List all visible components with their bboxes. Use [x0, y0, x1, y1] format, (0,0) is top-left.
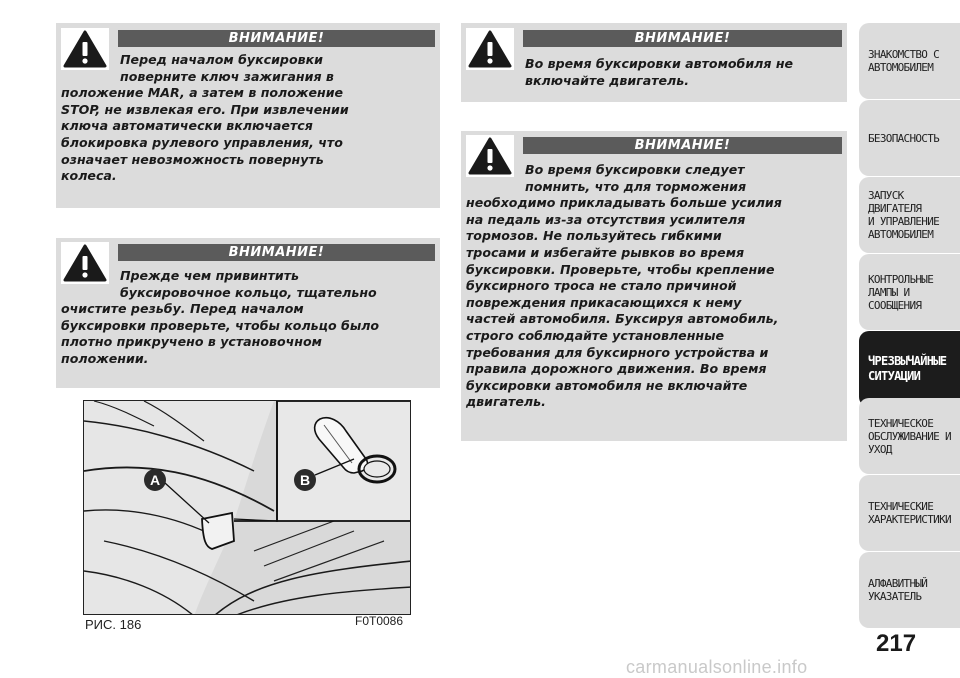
- warning-line: положении.: [61, 350, 149, 366]
- tab-warning-lights[interactable]: КОНТРОЛЬНЫЕ ЛАМПЫ И СООБЩЕНИЯ: [859, 254, 960, 330]
- warning-line: помнить, что для торможения: [525, 178, 747, 194]
- tab-starting-driving[interactable]: ЗАПУСК ДВИГАТЕЛЯ И УПРАВЛЕНИЕ АВТОМОБИЛЕМ: [859, 177, 960, 253]
- warning-line: Во время буксировки следует: [525, 162, 745, 177]
- warning-line: повреждения прикасающихся к нему: [466, 294, 742, 310]
- warning-line: строго соблюдайте установленные: [466, 327, 725, 343]
- label-a-text: A: [149, 472, 161, 488]
- tab-safety[interactable]: БЕЗОПАСНОСТЬ: [859, 100, 960, 176]
- warning-text-1: [61, 52, 437, 185]
- warning-text-3: [466, 56, 844, 89]
- watermark: carmanualsonline.info: [626, 657, 808, 677]
- warning-header-4: ВНИМАНИЕ!: [523, 137, 842, 154]
- section-tabs: [859, 0, 960, 678]
- warning-text-2: [61, 268, 437, 368]
- towing-ring-figure: [83, 400, 411, 615]
- warning-line: поверните ключ зажигания в: [120, 68, 334, 84]
- label-b-text: B: [299, 472, 311, 488]
- warning-line: требования для буксирного устройства и: [466, 344, 769, 360]
- warning-line: Во время буксировки автомобиля не: [525, 56, 794, 71]
- warning-line: буксировки. Проверьте, чтобы крепление: [466, 261, 775, 277]
- figure-caption: РИС. 186: [85, 617, 142, 632]
- warning-line: буксировочное кольцо, тщательно: [120, 284, 377, 300]
- tab-maintenance[interactable]: ТЕХНИЧЕСКОЕ ОБСЛУЖИВАНИЕ И УХОД: [859, 398, 960, 474]
- warning-header-1: ВНИМАНИЕ!: [118, 30, 435, 47]
- warning-line: необходимо прикладывать больше усилия: [466, 195, 782, 211]
- warning-line: включайте двигатель.: [525, 72, 690, 88]
- warning-line: буксировки проверьте, чтобы кольцо было: [61, 317, 380, 333]
- warning-line: тормозов. Не пользуйтесь гибкими: [466, 228, 722, 244]
- warning-line: буксировки автомобиля не включайте: [466, 377, 748, 393]
- warning-line: тросами и избегайте рывков во время: [466, 244, 745, 260]
- warning-line: Перед началом буксировки: [120, 52, 323, 67]
- warning-line: блокировка рулевого управления, что: [61, 134, 343, 150]
- warning-line: очистите резьбу. Перед началом: [61, 301, 304, 317]
- warning-text-4: [466, 162, 844, 411]
- warning-line: двигатель.: [466, 394, 546, 410]
- warning-header-3: ВНИМАНИЕ!: [523, 30, 842, 47]
- warning-line: STOP, не извлекая его. При извлечении: [61, 101, 349, 117]
- figure-code: F0T0086: [355, 614, 404, 628]
- page-number: 217: [876, 630, 917, 657]
- warning-line: частей автомобиля. Буксируя автомобиль,: [466, 311, 779, 327]
- warning-line: колеса.: [61, 168, 117, 184]
- warning-header-2: ВНИМАНИЕ!: [118, 244, 435, 261]
- warning-line: плотно прикручено в установочном: [61, 334, 322, 350]
- tab-getting-to-know[interactable]: ЗНАКОМСТВО С АВТОМОБИЛЕМ: [859, 23, 960, 99]
- warning-line: положение MAR, а затем в положение: [61, 85, 344, 101]
- warning-line: Прежде чем привинтить: [120, 268, 300, 283]
- tab-technical-specs[interactable]: ТЕХНИЧЕСКИЕ ХАРАКТЕРИСТИКИ: [859, 475, 960, 551]
- warning-line: правила дорожного движения. Во время: [466, 361, 767, 377]
- warning-line: означает невозможность повернуть: [61, 151, 324, 167]
- warning-line: буксирного троса не стало причиной: [466, 278, 737, 294]
- towing-ring-illustration: [84, 401, 411, 615]
- tab-emergency[interactable]: ЧРЕЗВЫЧАЙНЫЕ СИТУАЦИИ: [859, 331, 960, 407]
- warning-line: ключа автоматически включается: [61, 118, 313, 134]
- warning-line: на педаль из-за отсутствия усилителя: [466, 211, 746, 227]
- tab-index[interactable]: АЛФАВИТНЫЙ УКАЗАТЕЛЬ: [859, 552, 960, 628]
